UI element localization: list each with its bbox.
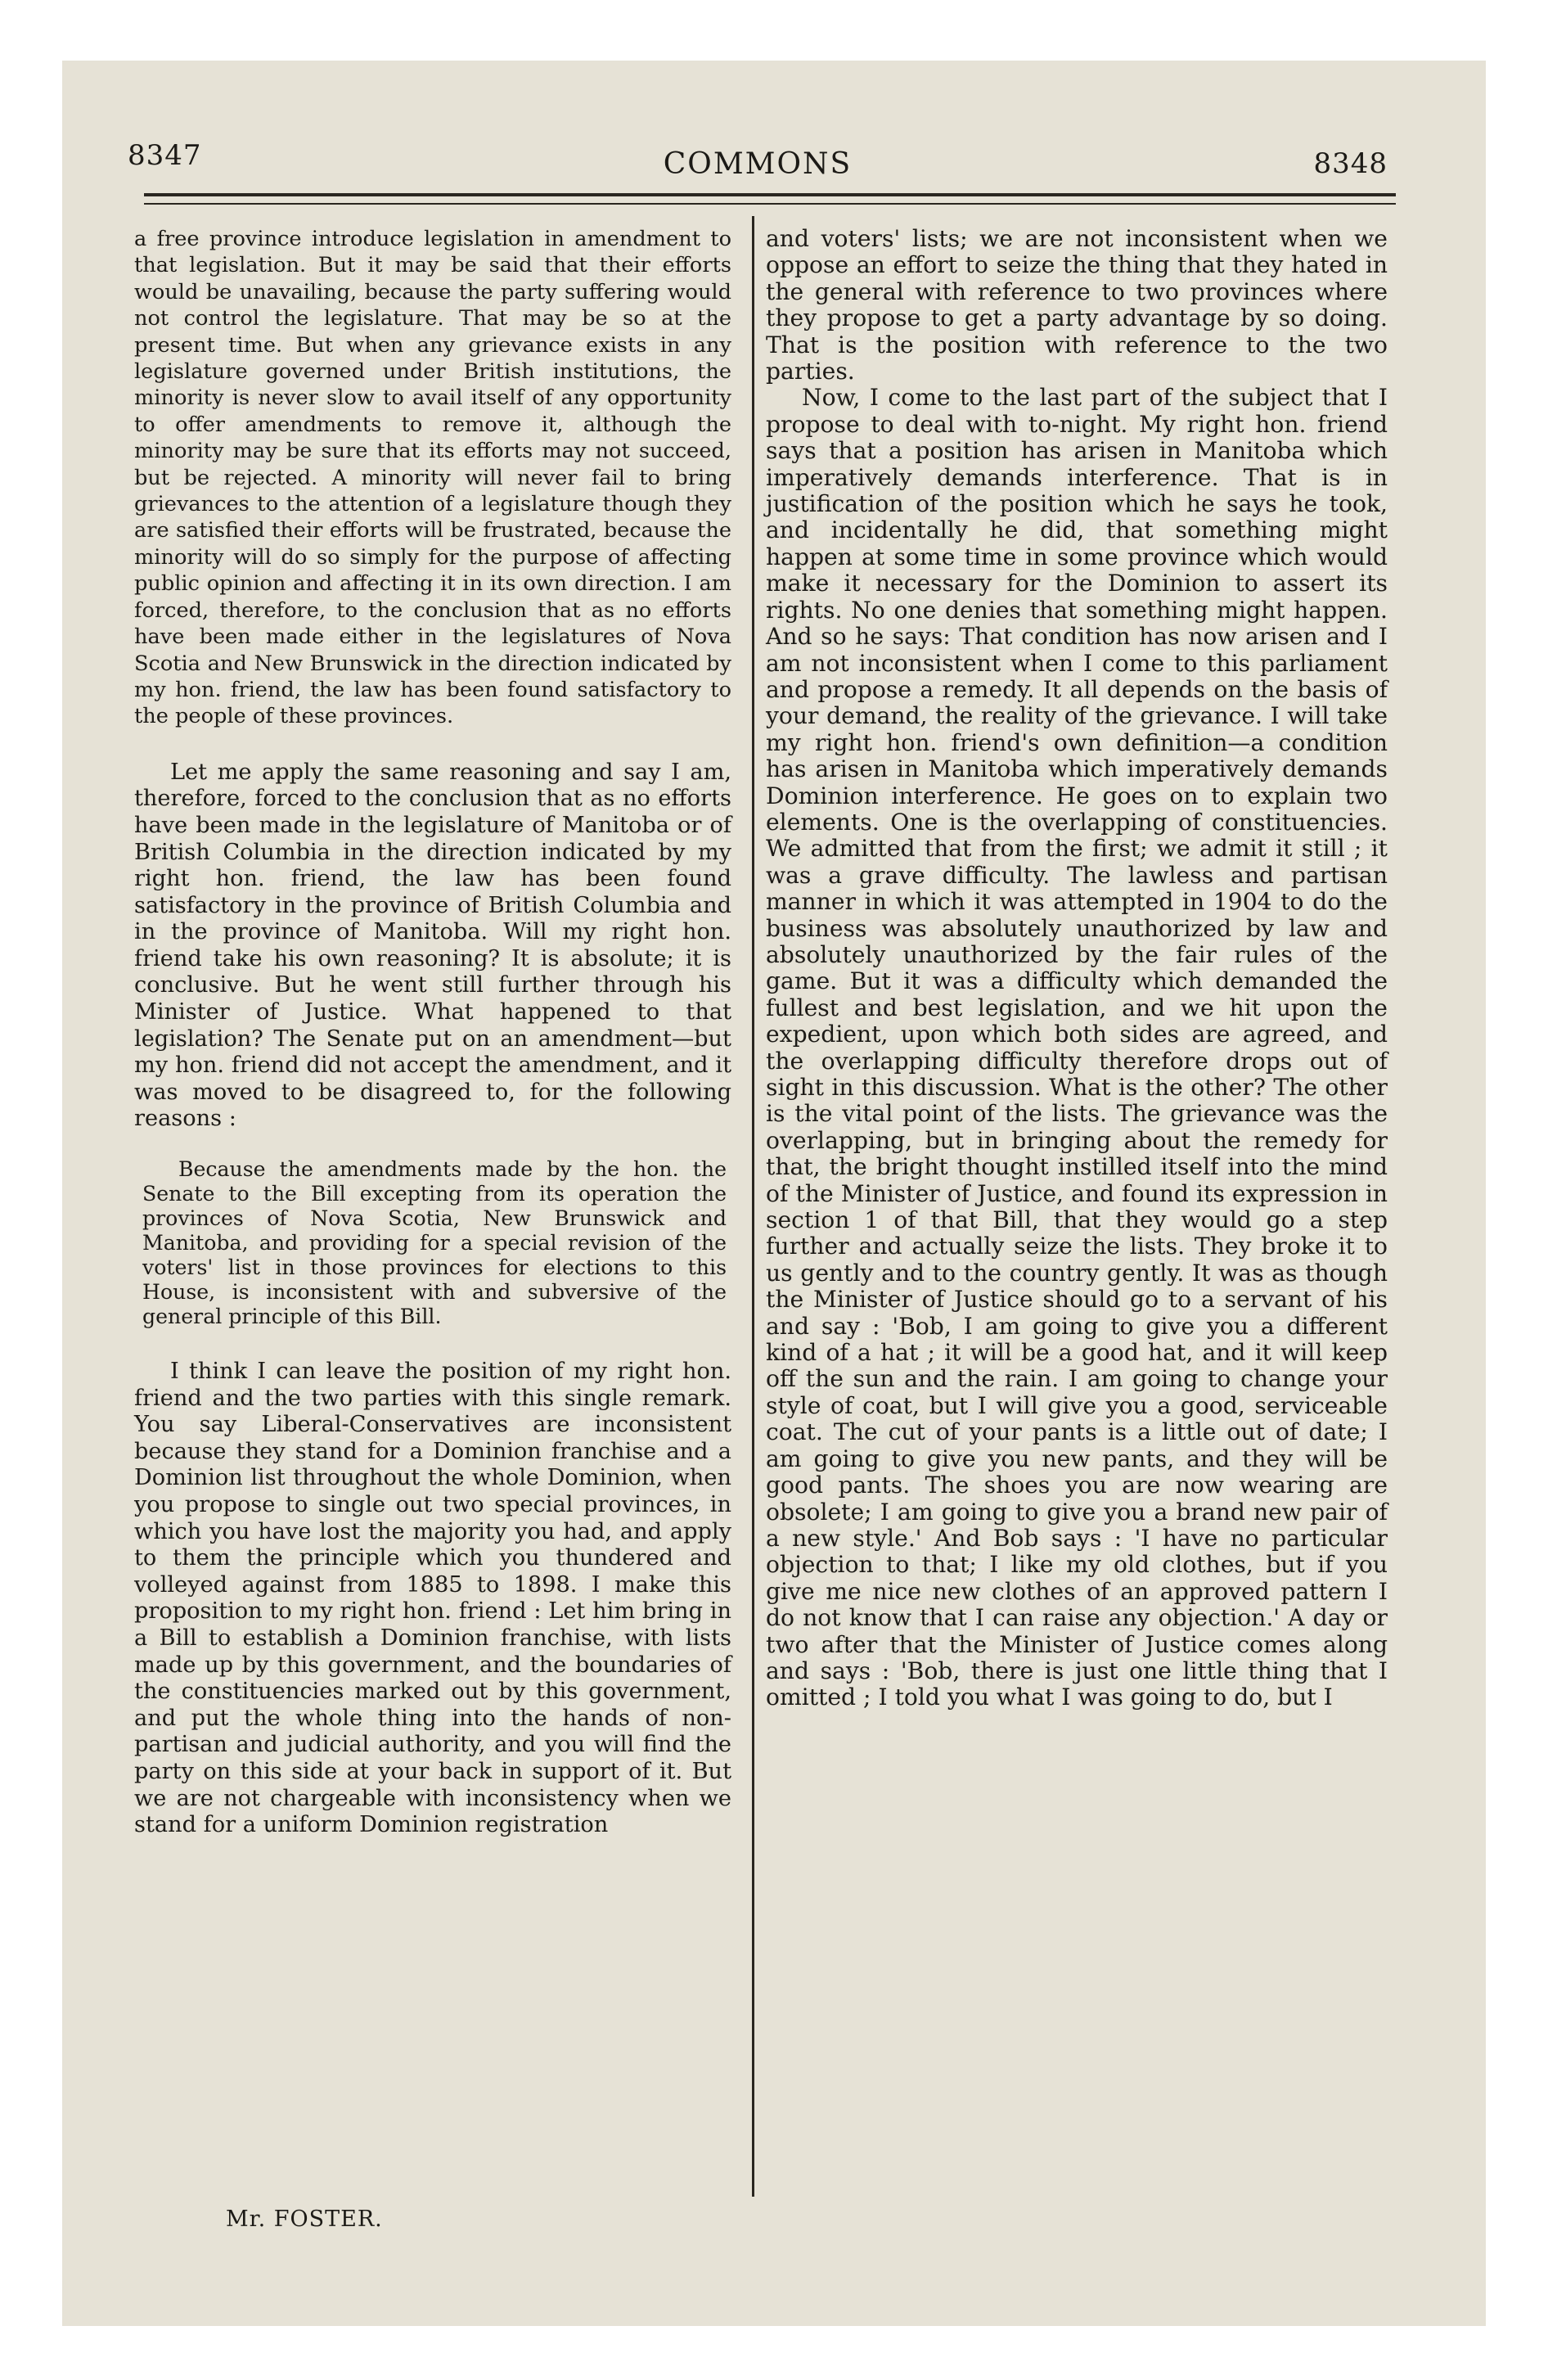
right-page-number: 8348 [1313, 147, 1388, 180]
right-paragraph-2: Now, I come to the last part of the subject that I propose to deal with to-night. My right hon. friend says that a position has arisen in Manitoba which imperatively demands interference. That is in justification of the position which he says he took, and incidentally he did, that something might happen at some time in some province which would make it necessary for the Dominion to assert its rights. No one denies that something might happen. And so he says: That condition has now arisen and I am not inconsistent when I come to this parliament and propose a remedy. It all depends on the basis of your demand, the reality of the grievance. I will take my right hon. friend's own definition—a condition has arisen in Manitoba which imperatively demands Dominion interference. He goes on to explain two elements. One is the overlapping of constituencies. We admitted that from the first; we admit it still ; it was a grave difficulty. The lawless and partisan manner in which it was attempted in 1904 to do the business was absolutely unauthorized by law and absolutely unauthorized by the fair rules of the game. But it was a difficulty which demanded the fullest and best legislation, and we hit upon the expedient, upon which both sides are agreed, and the overlapping difficulty therefore drops out of sight in this discussion. What is the other? The other is the vital point of the lists. The grievance was the overlapping, but in bringing about the remedy for that, the bright thought instilled itself into the mind of the Minister of Justice, and found its expression in section 1 of that Bill, that they would go a step further and actually seize the lists. They broke it to us gently and to the country gently. It was as though the Minister of Justice should go to a servant of his and say : 'Bob, I am going to give you a different kind of a hat ; it will be a good hat, and it will keep off the sun and the rain. I am going to change your style of coat, but I will give you a good, serviceable coat. The cut of your pants is a little out of date; I am going to give you new pants, and they will be good pants. The shoes you are now wearing are obsolete; I am going to give you a brand new pair of a new style.' And Bob says : 'I have no particular objection to that; I like my old clothes, but if you give me nice new clothes of an approved pattern I do not know that I can raise any objection.' A day or two after that the Minister of Justice comes along and says : 'Bob, there is just one little thing that I omitted ; I told you what I was going to do, but I [766, 384, 1388, 1711]
right-paragraph-1: and voters' lists; we are not inconsistent when we oppose an effort to seize the thing that they hated in the general with reference to two provinces where they propose to get a party advantage by so doing. That is the position with reference to the two parties. [766, 225, 1388, 385]
page-header [128, 139, 1388, 196]
left-paragraph-2: Let me apply the same reasoning and say I am, therefore, forced to the conclusion that as no efforts have been made in the legislature of Manitoba or of British Columbia in the direction indicated by my right hon. friend, the law has been found satisfactory in the province of British Columbia and in the province of Manitoba. Will my right hon. friend take his own reasoning? It is absolute; it is conclusive. But he went still further through his Minister of Justice. What happened to that legislation? The Senate put on an amendment—but my hon. friend did not accept the amendment, and it was moved to be disagreed to, for the following reasons : [134, 759, 731, 1132]
speaker-name: Mr. FOSTER. [226, 2206, 383, 2232]
quoted-reasons: Because the amendments made by the hon. the Senate to the Bill excepting from its operation the provinces of Nova Scotia, New Brunswick and Manitoba, and providing for a special revision of the voters' list in those provinces for elections to this House, is inconsistent with and subversive of the general principle of this Bill. [142, 1157, 727, 1329]
left-paragraph-3: I think I can leave the position of my right hon. friend and the two parties with this single remark. You say Liberal-Conservatives are inconsistent because they stand for a Dominion franchise and a Dominion list throughout the whole Dominion, when you propose to single out two special provinces, in which you have lost the majority you had, and apply to them the principle which you thundered and volleyed against from 1885 to 1898. I make this proposition to my right hon. friend : Let him bring in a Bill to establish a Dominion franchise, with lists made up by this government, and the boundaries of the constituencies marked out by this government, and put the whole thing into the hands of non-partisan and judicial authority, and you will find the party on this side at your back in support of it. But we are not chargeable with inconsistency when we stand for a uniform Dominion registration [134, 1359, 731, 1838]
header-rule-thin [144, 203, 1396, 205]
header-rule-thick [144, 193, 1396, 196]
left-column [134, 226, 731, 1839]
column-divider [752, 216, 754, 2197]
right-column [766, 226, 1388, 1711]
running-head: COMMONS [663, 147, 853, 181]
left-paragraph-1: a free province introduce legislation in amendment to that legislation. But it may be said that their efforts would be unavailing, because the party suffering would not control the legislature. That may be so at the present time. But when any grievance exists in any legislature governed under British institutions, the minority is never slow to avail itself of any opportunity to offer amendments to remove it, although the minority may be sure that its efforts may not succeed, but be rejected. A minority will never fail to bring grievances to the attention of a legislature though they are satisfied their efforts will be frustrated, because the minority will do so simply for the purpose of affecting public opinion and affecting it in its own direction. I am forced, therefore, to the conclusion that as no efforts have been made either in the legislatures of Nova Scotia and New Brunswick in the direction indicated by my hon. friend, the law has been found satisfactory to the people of these provinces. [134, 227, 731, 729]
left-page-number: 8347 [128, 139, 202, 172]
scanned-page [62, 61, 1486, 2326]
